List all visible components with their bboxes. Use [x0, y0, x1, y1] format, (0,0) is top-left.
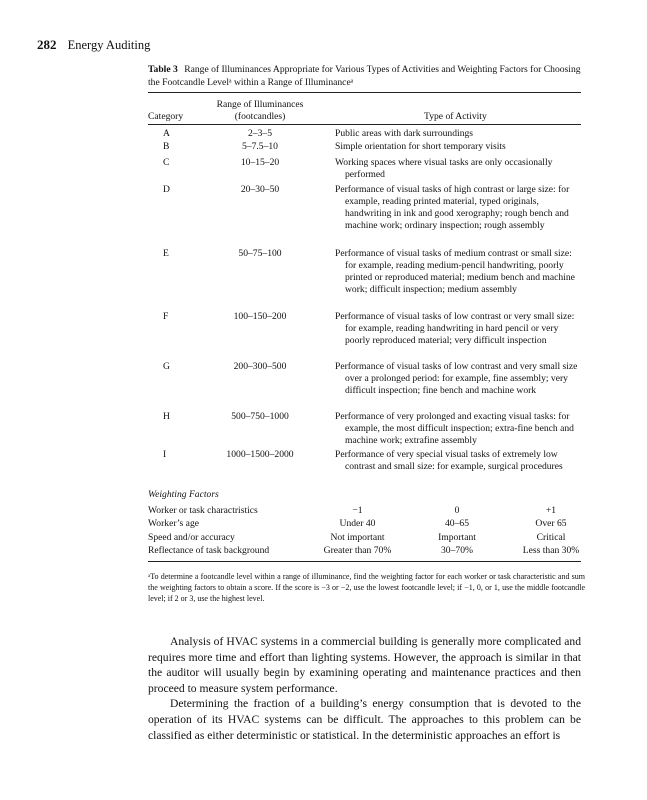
row-a-category: A — [163, 128, 170, 139]
row-c-range: 10–15–20 — [240, 157, 280, 168]
row-g-category: G — [163, 361, 170, 372]
running-title: Energy Auditing — [67, 38, 151, 52]
weighting-row-col2: 30–70% — [441, 545, 473, 556]
row-g-range: 200–300–500 — [233, 361, 287, 372]
row-a-activity: Public areas with dark surroundings — [335, 128, 474, 139]
row-b-range: 5–7.5–10 — [242, 141, 278, 152]
weighting-row-col3: Over 65 — [535, 518, 567, 529]
weighting-row-label: Worker or task charactristics — [148, 505, 258, 516]
row-f-range: 100–150–200 — [233, 311, 287, 322]
row-c-category: C — [163, 157, 170, 168]
weighting-row-col1: Greater than 70% — [323, 545, 392, 556]
row-f-activity: Performance of visual tasks of low contrast or very small size: for example, reading handwriting in hard pencil or very poorly reproduced material; very difficult inspection — [335, 311, 575, 346]
row-d-category: D — [163, 184, 170, 195]
weighting-row-col1: −1 — [352, 505, 363, 516]
row-c-activity: Working spaces where visual tasks are only occasionally performed — [335, 157, 553, 180]
weighting-row-col3: Less than 30% — [522, 545, 580, 556]
table-caption — [148, 64, 588, 89]
row-h-category: H — [163, 411, 170, 422]
table-label: Table 3 — [148, 64, 178, 75]
body-paragraph: Determining the fraction of a building’s energy consumption that is devoted to the operation of its HVAC systems can be difficult. The approaches to this problem can be classified as either deterministic or statistical. In the deterministic approaches an effort is — [148, 697, 581, 742]
row-f-category: F — [163, 311, 169, 322]
row-d-range: 20–30–50 — [240, 184, 280, 195]
weighting-row-col3: +1 — [545, 505, 557, 516]
table-caption-text: Range of Illuminances Appropriate for Various Types of Activities and Weighting Factors for Choosing the Footcandle Levelᵃ within a Range of Illuminanceᵃ — [148, 64, 581, 88]
body-text — [148, 634, 581, 743]
weighting-row-col2: 40–65 — [445, 518, 469, 529]
row-b-activity: Simple orientation for short temporary visits — [335, 141, 506, 152]
weighting-row-col3: Critical — [536, 532, 566, 543]
weighting-row-label: Worker’s age — [148, 518, 199, 529]
weighting-row-label: Reflectance of task background — [148, 545, 270, 556]
row-i-category: I — [163, 449, 167, 460]
weighting-row-col1: Under 40 — [339, 518, 376, 529]
table-header-rule — [148, 124, 581, 125]
weighting-row-col1: Not important — [330, 532, 385, 543]
row-b-category: B — [163, 141, 170, 152]
table-bottom-rule — [148, 561, 581, 562]
table-top-rule — [148, 92, 581, 93]
weighting-row-col2: Important — [438, 532, 476, 543]
row-d-activity: Performance of visual tasks of high contrast or large size: for example, reading printed material, typed originals, handwriting in ink and good xerography; rough bench and machine work; ordinary inspection; rough assembly — [335, 184, 570, 231]
row-e-activity: Performance of visual tasks of medium contrast or small size: for example, reading medium-pencil handwriting, poorly printed or reproduced material; medium bench and machine work; difficult inspection; medium assembly — [335, 248, 575, 295]
col-header-range-line1: Range of Illuminances — [216, 99, 304, 110]
weighting-heading: Weighting Factors — [148, 489, 219, 500]
body-paragraph: Analysis of HVAC systems in a commercial building is generally more complicated and requires more time and effort than lighting systems. However, the approach is similar in that the auditor will usually begin by examining operating and maintenance practices and then proceed to measure system performance. — [148, 635, 581, 695]
running-header — [37, 37, 150, 53]
row-a-range: 2–3–5 — [248, 128, 272, 139]
row-h-activity: Performance of very prolonged and exacting visual tasks: for example, the most difficult inspection; extra-fine bench and machine work; extrafine assembly — [335, 411, 574, 446]
row-g-activity: Performance of visual tasks of low contrast and very small size over a prolonged period: for example, fine assembly; very difficult inspection; fine bench and machine work — [335, 361, 578, 396]
row-i-activity: Performance of very special visual tasks of extremely low contrast and small size: for example, surgical procedures — [335, 449, 563, 472]
col-header-range-line2: (footcandles) — [234, 111, 286, 122]
row-i-range: 1000–1500–2000 — [226, 449, 294, 460]
table-footnote: ᵃTo determine a footcandle level within a range of illuminance, find the weighting factor for each worker or task characteristic and sum the weighting factors to obtain a score. If the score is −3 or −2, use the lowest footcandle level; if −1, 0, or 1, use the middle footcandle level; if 2 or 3, use the highest level. — [148, 572, 585, 604]
weighting-row-label: Speed and/or accuracy — [148, 532, 235, 543]
col-header-category: Category — [148, 111, 184, 122]
page-number: 282 — [37, 37, 57, 52]
col-header-activity: Type of Activity — [424, 111, 487, 122]
row-h-range: 500–750–1000 — [231, 411, 289, 422]
row-e-category: E — [163, 248, 169, 259]
weighting-row-col2: 0 — [454, 505, 460, 516]
row-e-range: 50–75–100 — [238, 248, 282, 259]
